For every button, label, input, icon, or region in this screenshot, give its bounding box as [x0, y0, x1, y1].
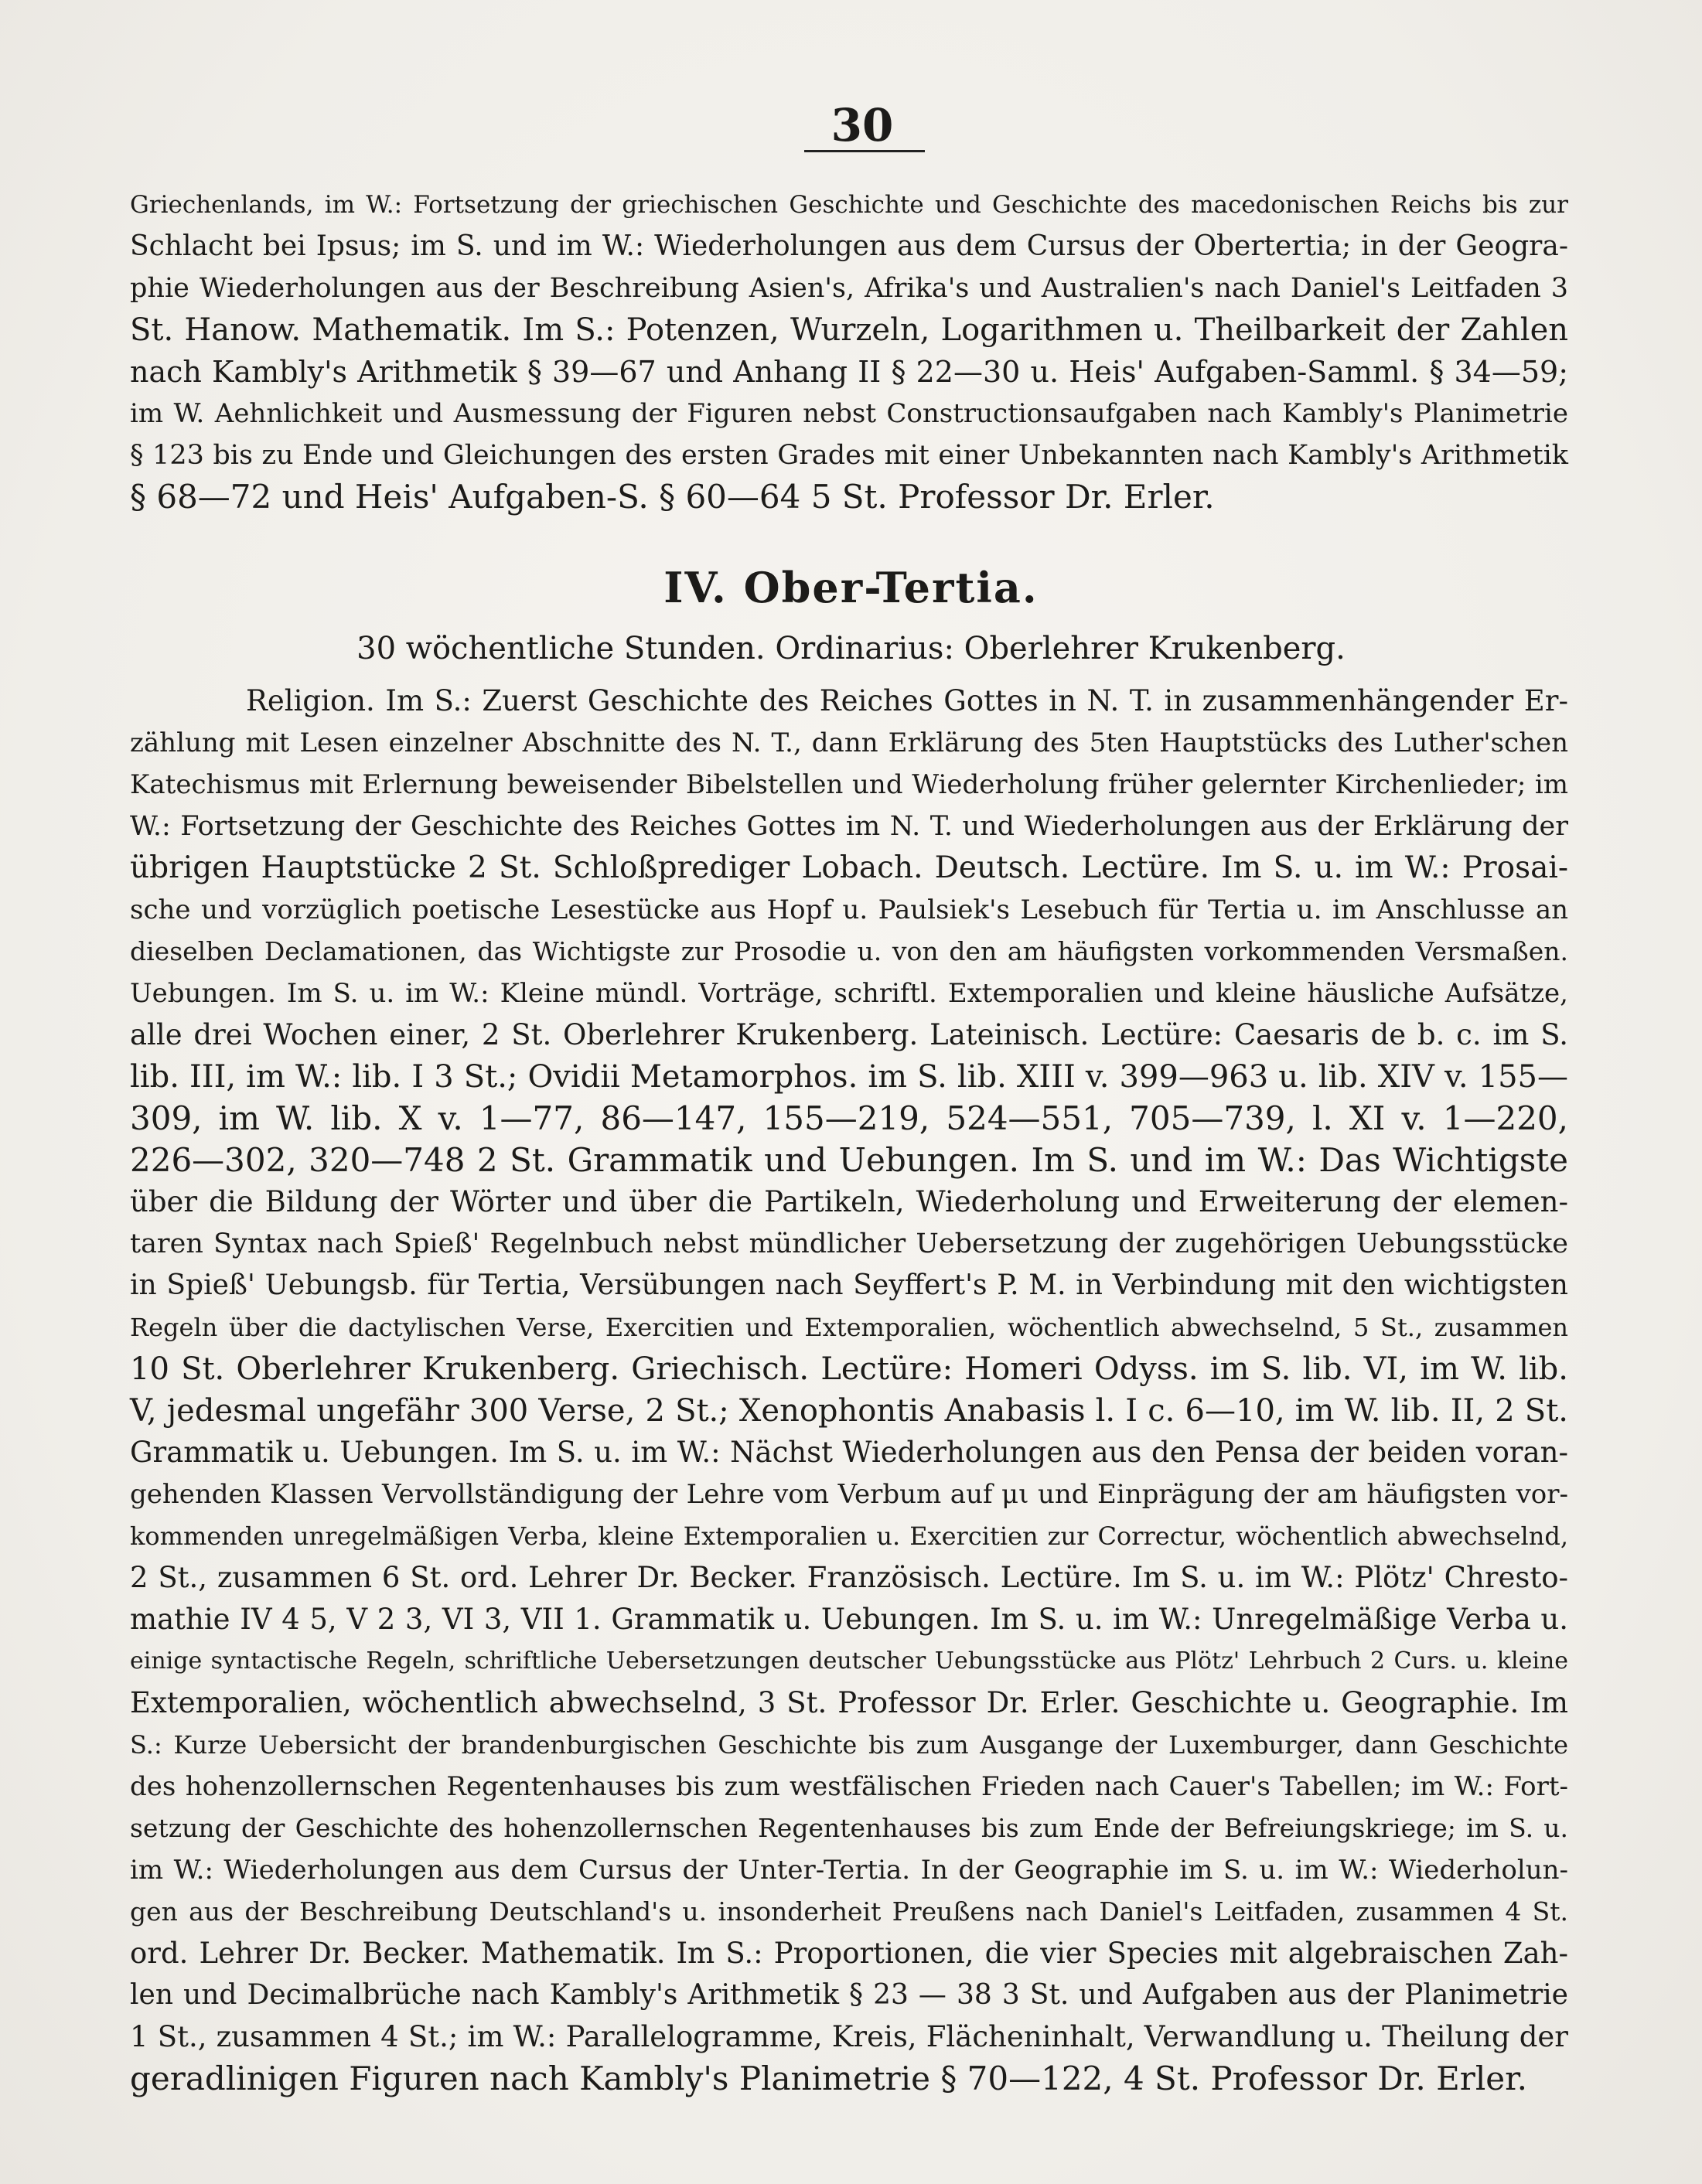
text-line: Uebungen. Im S. u. im W.: Kleine mündl. Vorträge, schriftl. Extemporalien und kleine häusliche Aufsätze, [130, 978, 1568, 1009]
text-line: über die Bildung der Wörter und über die Partikeln, Wiederholung und Erweiterung der elemen- [130, 1185, 1568, 1218]
text-line: im W.: Wiederholungen aus dem Cursus der Unter-Tertia. In der Geographie im S. u. im W.: Wiederholun- [130, 1855, 1568, 1886]
text-line: in Spieß' Uebungsb. für Tertia, Versübungen nach Seyffert's P. M. in Verbindung mit den wichtigsten [130, 1269, 1568, 1301]
text-line: geradlinigen Figuren nach Kambly's Planimetrie § 70—122, 4 St. Professor Dr. Erler. [130, 2060, 1527, 2097]
text-line: S.: Kurze Uebersicht der brandenburgischen Geschichte bis zum Ausgange der Luxemburger, dann Geschichte [130, 1730, 1568, 1760]
text-line: 2 St., zusammen 6 St. ord. Lehrer Dr. Becker. Französisch. Lectüre. Im S. u. im W.: Plötz' Chresto- [130, 1561, 1568, 1594]
text-line: übrigen Hauptstücke 2 St. Schloßprediger Lobach. Deutsch. Lectüre. Im S. u. im W.: Prosai- [130, 850, 1568, 885]
paragraph-continuation [130, 184, 1568, 518]
text-line: phie Wiederholungen aus der Beschreibung Asien's, Afrika's und Australien's nach Daniel's Leitfaden 3 [130, 273, 1568, 304]
text-line: len und Decimalbrüche nach Kambly's Arithmetik § 23 — 38 3 St. und Aufgaben aus der Planimetrie [130, 1979, 1568, 2011]
text-line: gehenden Klassen Vervollständigung der Lehre vom Verbum auf μι und Einprägung der am häufigsten vor- [130, 1479, 1568, 1510]
text-line: nach Kambly's Arithmetik § 39—67 und Anhang II § 22—30 u. Heis' Aufgaben-Samml. § 34—59; [130, 355, 1568, 389]
text-line: taren Syntax nach Spieß' Regelnbuch nebst mündlicher Uebersetzung der zugehörigen Uebungsstücke [130, 1228, 1568, 1259]
text-line: § 68—72 und Heis' Aufgaben-S. § 60—64 5 St. Professor Dr. Erler. [130, 478, 1215, 516]
text-line: gen aus der Beschreibung Deutschland's u. insonderheit Preußens nach Daniel's Leitfaden, zusammen 4 St. [130, 1896, 1568, 1927]
text-line: einige syntactische Regeln, schriftliche Uebersetzungen deutscher Uebungsstücke aus Plötz' Lehrbuch 2 Curs. u. kleine [130, 1647, 1568, 1675]
text-line: im W. Aehnlichkeit und Ausmessung der Figuren nebst Constructionsaufgaben nach Kambly's Planimetrie [130, 398, 1568, 429]
text-line: lib. III, im W.: lib. I 3 St.; Ovidii Metamorphos. im S. lib. XIII v. 399—963 u. lib. XIV v. 155— [130, 1059, 1568, 1095]
page-number-rule [804, 150, 925, 152]
text-line: 309, im W. lib. X v. 1—77, 86—147, 155—219, 524—551, 705—739, l. XI v. 1—220, [130, 1099, 1568, 1137]
text-line: setzung der Geschichte des hohenzollernschen Regentenhauses bis zum Ende der Befreiungskriege; im S. u. [130, 1813, 1568, 1843]
text-line: 10 St. Oberlehrer Krukenberg. Griechisch. Lectüre: Homeri Odyss. im S. lib. VI, im W. lib. [130, 1351, 1568, 1387]
section-subheading: 30 wöchentliche Stunden. Ordinarius: Oberlehrer Krukenberg. [356, 631, 1346, 666]
text-line: § 123 bis zu Ende und Gleichungen des ersten Grades mit einer Unbekannten nach Kambly's Arithmetik [130, 440, 1568, 471]
text-line: Schlacht bei Ipsus; im S. und im W.: Wiederholungen aus dem Cursus der Obertertia; in der Geogra- [130, 230, 1568, 262]
text-line: St. Hanow. Mathematik. Im S.: Potenzen, Wurzeln, Logarithmen u. Theilbarkeit der Zahlen [130, 312, 1568, 348]
text-line: Regeln über die dactylischen Verse, Exercitien und Extemporalien, wöchentlich abwechselnd, 5 St., zusammen [130, 1313, 1568, 1342]
text-line: Griechenlands, im W.: Fortsetzung der griechischen Geschichte und Geschichte des macedonischen Reichs bis zur [130, 191, 1568, 219]
text-line: W.: Fortsetzung der Geschichte des Reiches Gottes im N. T. und Wiederholungen aus der Erklärung der [130, 811, 1568, 842]
paragraph-curriculum [130, 680, 1568, 2100]
text-line: ord. Lehrer Dr. Becker. Mathematik. Im S.: Proportionen, die vier Species mit algebraischen Zah- [130, 1937, 1568, 1970]
text-line: 226—302, 320—748 2 St. Grammatik und Uebungen. Im S. und im W.: Das Wichtigste [130, 1141, 1568, 1179]
text-line: des hohenzollernschen Regentenhauses bis zum westfälischen Frieden nach Cauer's Tabellen; im W.: Fort- [130, 1771, 1568, 1802]
text-line: kommenden unregelmäßigen Verba, kleine Extemporalien u. Exercitien zur Correctur, wöchentlich abwechselnd, [130, 1521, 1568, 1551]
text-line: Katechismus mit Erlernung beweisender Bibelstellen und Wiederholung früher gelernter Kirchenlieder; im [130, 769, 1568, 800]
text-line: 1 St., zusammen 4 St.; im W.: Parallelogramme, Kreis, Flächeninhalt, Verwandlung u. Theilung der [130, 2020, 1568, 2053]
text-line: mathie IV 4 5, V 2 3, VI 3, VII 1. Grammatik u. Uebungen. Im S. u. im W.: Unregelmäßige Verba u. [130, 1603, 1568, 1636]
text-line: dieselben Declamationen, das Wichtigste zur Prosodie u. von den am häufigsten vorkommenden Versmaßen. [130, 936, 1568, 966]
text-line: Extemporalien, wöchentlich abwechselnd, 3 St. Professor Dr. Erler. Geschichte u. Geographie. Im [130, 1686, 1568, 1719]
text-line: alle drei Wochen einer, 2 St. Oberlehrer Krukenberg. Lateinisch. Lectüre: Caesaris de b. c. im S. [130, 1018, 1568, 1051]
text-line: Grammatik u. Uebungen. Im S. u. im W.: Nächst Wiederholungen aus den Pensa der beiden voran- [130, 1436, 1568, 1469]
text-line: Religion. Im S.: Zuerst Geschichte des Reiches Gottes in N. T. in zusammenhängender Er- [246, 684, 1568, 717]
text-line: sche und vorzüglich poetische Lesestücke aus Hopf u. Paulsiek's Lesebuch für Tertia u. im Anschlusse an [130, 894, 1568, 925]
section-heading: IV. Ober-Tertia. [663, 563, 1039, 612]
text-line: zählung mit Lesen einzelner Abschnitte des N. T., dann Erklärung des 5ten Hauptstücks des Luther'schen [130, 727, 1568, 758]
text-line: V, jedesmal ungefähr 300 Verse, 2 St.; Xenophontis Anabasis l. I c. 6—10, im W. lib. II, 2 St. [130, 1393, 1568, 1429]
page-number: 30 [831, 99, 894, 152]
